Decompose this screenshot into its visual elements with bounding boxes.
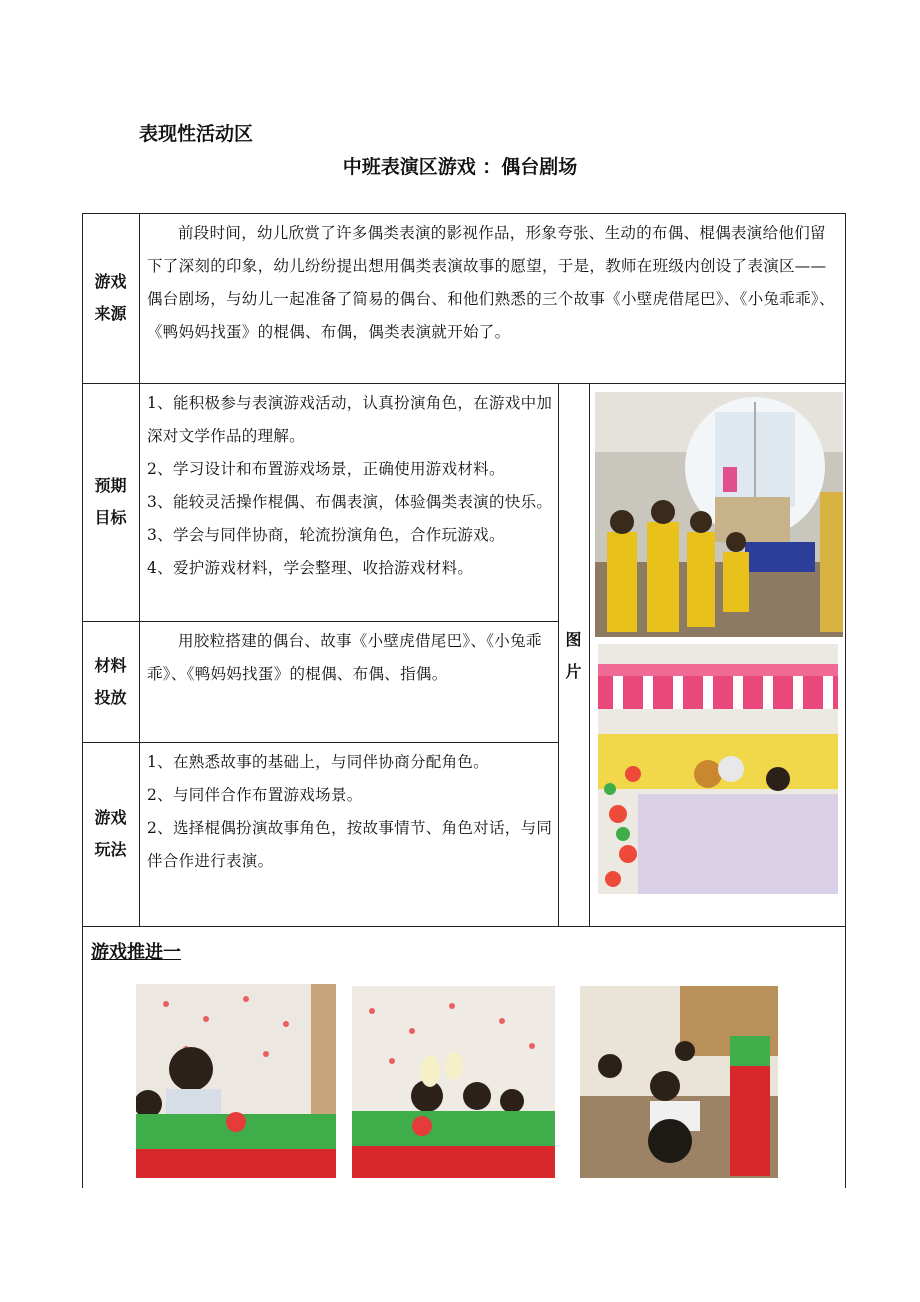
puppet-stage-photo (598, 644, 838, 894)
table-divider (82, 621, 558, 622)
row-label-origin: 游戏 来源 (94, 272, 127, 323)
list-item: 1、能积极参与表演游戏活动，认真扮演角色，在游戏中加深对文学作品的理解。 (147, 394, 553, 445)
progress-heading: 游戏推进一 (91, 942, 181, 963)
list-item: 3、能较灵活操作棍偶、布偶表演，体验偶类表演的快乐。 (147, 493, 553, 511)
table-divider (82, 383, 846, 384)
document-title: 中班表演区游戏 ：偶台剧场 (342, 156, 578, 178)
table-divider (589, 383, 590, 926)
table-divider (82, 742, 558, 743)
list-item: 2、学习设计和布置游戏场景，正确使用游戏材料。 (147, 460, 505, 478)
picture-label: 图 片 (565, 630, 582, 681)
table-divider (82, 926, 83, 1188)
list-item: 2、选择棍偶扮演故事角色，按故事情节、角色对话，与同伴合作进行表演。 (147, 819, 553, 870)
table-divider (139, 213, 140, 926)
progress-photo (580, 986, 778, 1178)
list-item: 3、学会与同伴协商，轮流扮演角色，合作玩游戏。 (147, 526, 505, 544)
progress-photo (136, 984, 336, 1178)
list-item: 4、爱护游戏材料，学会整理、收拾游戏材料。 (147, 559, 474, 577)
materials-text: 用胶粒搭建的偶台、故事《小壁虎借尾巴》、《小兔乖乖》、《鸭妈妈找蛋》的棍偶、布偶、指偶。 (147, 632, 542, 683)
table-divider (845, 926, 846, 1188)
row-label-materials: 材料 投放 (94, 656, 127, 707)
play-list (147, 746, 554, 878)
goals-list (147, 387, 554, 585)
table-divider (82, 926, 846, 927)
origin-text: 前段时间，幼儿欣赏了许多偶类表演的影视作品，形象夸张、生动的布偶、棍偶表演给他们留下了深刻的印象，幼儿纷纷提出想用偶类表演故事的愿望，于是，教师在班级内创设了表演区——偶台剧场，与幼儿一起准备了简易的偶台、和他们熟悉的三个故事《小壁虎借尾巴》、《小兔乖乖》、《鸭妈妈找蛋》的棍偶、布偶，偶类表演就开始了。 (147, 224, 835, 341)
progress-photo (352, 986, 555, 1178)
list-item: 1、在熟悉故事的基础上，与同伴协商分配角色。 (147, 753, 489, 771)
section-label: 表现性活动区 (139, 123, 254, 145)
classroom-photo (595, 392, 843, 637)
list-item: 2、与同伴合作布置游戏场景。 (147, 786, 363, 804)
row-label-play: 游戏 玩法 (94, 808, 127, 859)
row-label-goals: 预期 目标 (94, 476, 127, 527)
